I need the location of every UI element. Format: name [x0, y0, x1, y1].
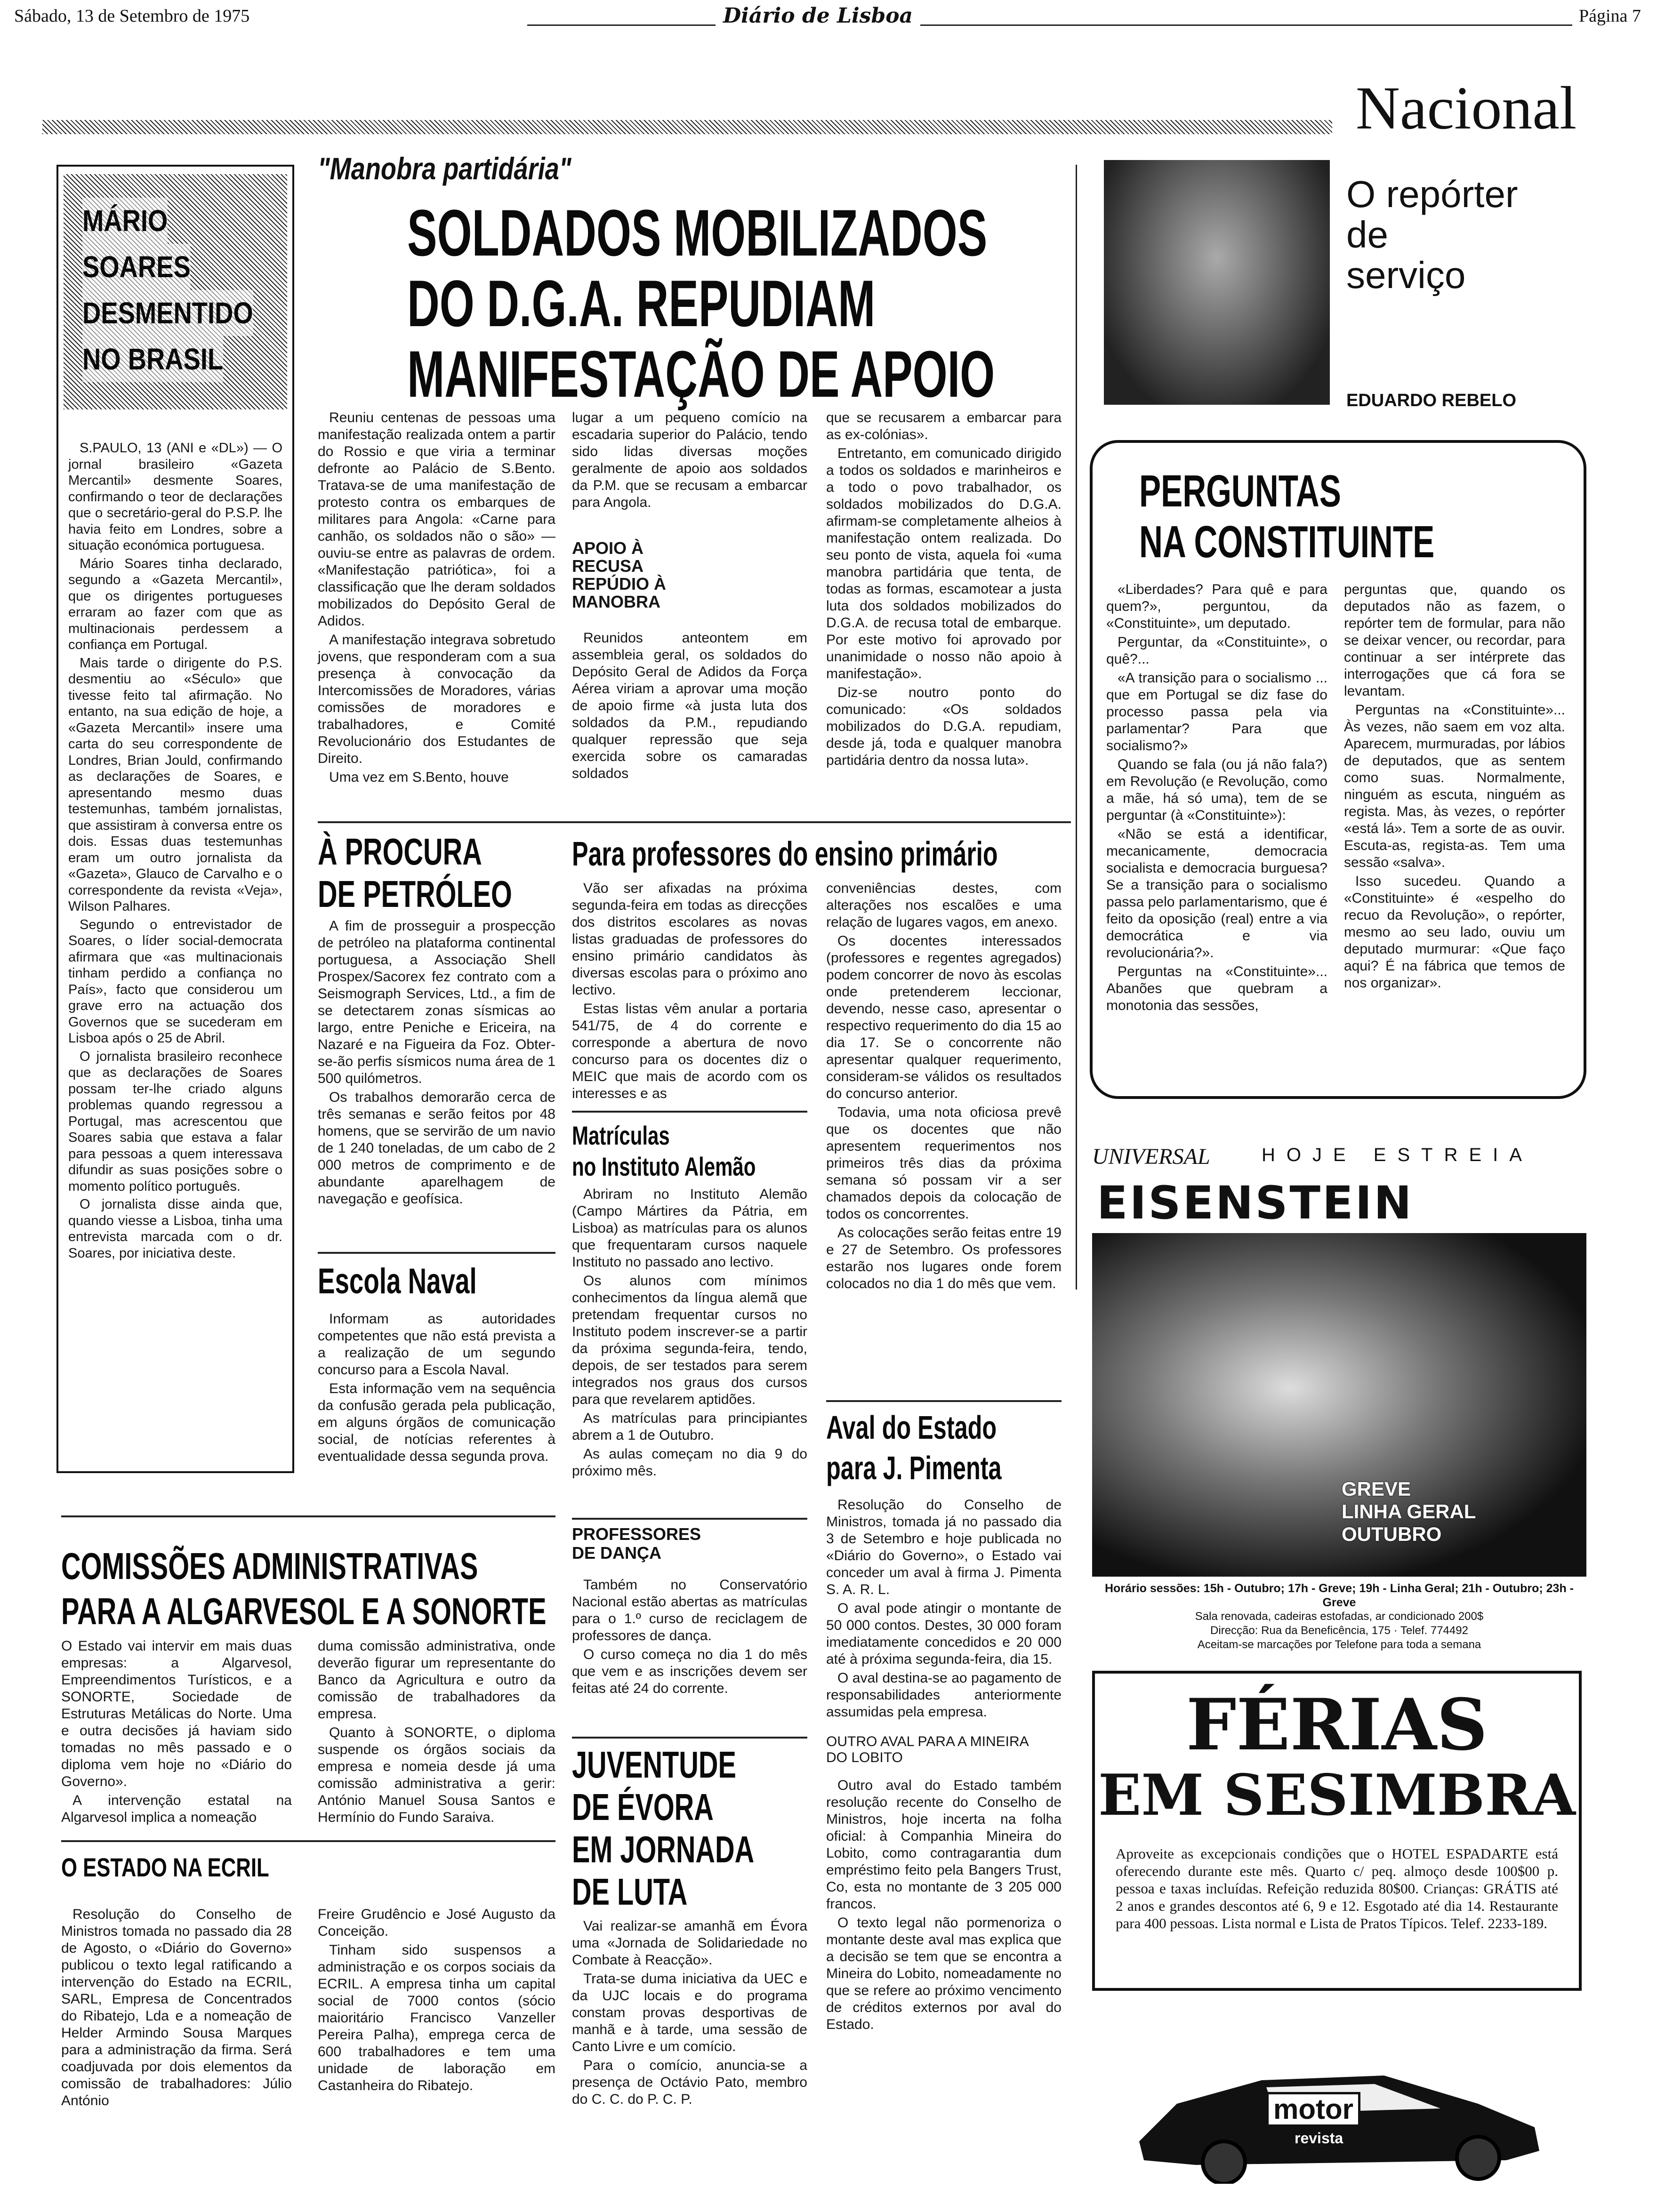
section-title: Nacional [1356, 74, 1577, 142]
perguntas-paragraph: Quando se fala (ou já não fala?) em Revolução (e Revolução, como a mãe, há só uma), tem de se perguntar (à «Constituinte»): [1106, 757, 1327, 823]
escola-body [318, 1311, 555, 1467]
professores-paragraph: Todavia, uma nota oficiosa prevê que os docentes que não apresentem requerimentos nos primeiros três dias da próxima semana só possam vir a ser chamados depois da colocação de todos os concorrentes. [826, 1105, 1062, 1222]
cinema-film-title: EISENSTEIN [1097, 1177, 1414, 1229]
soldados-paragraph: Reunidos anteontem em assembleia geral, os soldados do Depósito Geral de Adidos da Força Aérea viriam a aprovar uma moção de apoio firme «à justa luta dos soldados da P.M., repudiando qualquer repressão que seja exercida sobre os camaradas soldados [572, 630, 807, 781]
comissoes-paragraph: A intervenção estatal na Algarvesol implica a nomeação [61, 1793, 292, 1825]
ferias-body: Aproveite as excepcionais condições que o HOTEL ESPADARTE está oferecendo durante este mês. Quarto c/ peq. almoço desde 100$00 p. pessoa e taxas incluídas. Refeição reduzida 80$00. Crianças: GRÁTIS até 2 anos e grandes descontos até 6, 9 e 12. Esgotado até dia 14. Restaurante para 400 pessoas. Lista normal e Lista de Pratos Típicos. Telef. 2233-189. [1116, 1845, 1558, 1931]
soares-headline-line: DESMENTIDO [82, 290, 253, 336]
reporter-photo [1104, 160, 1330, 405]
ecril-col2 [318, 1906, 555, 2096]
ferias-headline-line: EM SESIMBRA [1098, 1762, 1576, 1828]
soares-headline [82, 198, 285, 382]
juventude-body [572, 1918, 807, 2110]
matriculas-paragraph: As matrículas para principiantes abrem a 1 de Outubro. [572, 1411, 807, 1443]
soares-body [68, 440, 282, 1263]
aval-paragraph: O aval pode atingir o montante de 50 000 contos. Destes, 30 000 foram imediatamente concedidos e 20 000 até à próxima segunda-feira, dia 15. [826, 1601, 1062, 1667]
matriculas-headline [572, 1120, 817, 1182]
perguntas-paragraph: «A transição para o socialismo ... que em Portugal se diz fase do processo passa pela via parlamentar? Para que socialismo?» [1106, 670, 1327, 753]
ferias-headline-line: FÉRIAS [1186, 1683, 1488, 1766]
cinema-poster-photo [1092, 1233, 1586, 1577]
perguntas-paragraph: Perguntar, da «Constituinte», o quê?... [1106, 634, 1327, 667]
comissoes-paragraph: Quanto à SONORTE, o diploma suspende os órgãos sociais da empresa e nomeia desde já uma comissão administrativa a gerir: António Manuel Sousa Santos e Hermínio do Fundo Saraiva. [318, 1725, 555, 1825]
reporter-byline: EDUARDO REBELO [1346, 391, 1517, 410]
reporter-title-line: de [1346, 214, 1388, 256]
soldados-headline-line: MANIFESTAÇÃO DE APOIO [407, 337, 995, 411]
soares-paragraph: Mais tarde o dirigente do P.S. desmentiu ao «Século» que tivesse feito tal afirmação. No entanto, na sua edição de hoje, a «Gazeta Mercantil» insere uma carta do seu correspondente de Londres, Brian Jould, confirmando as declarações de Soares, e apresentando mesmo duas testemunhas, também jornalistas, que assistiram à conversa entre os dois. Essas duas testemunhas eram um outro jornalista da «Gazeta», Glauco de Carvalho e o correspondente da revista «Veja», Wilson Palhares. [68, 655, 282, 914]
petroleo-paragraph: A fim de prosseguir a prospecção de petróleo na plataforma continental portuguesa, a Associação Shell Prospex/Sacorex fez contrato com a Seismograph Services, Ltd., a fim de se detectarem zonas sísmicas ao largo, entre Peniche e Ericeira, na Nazaré e na Figueira da Foz. Obter-se-ão perfis sísmicos numa área de 1 500 quilómetros. [318, 918, 555, 1086]
danca-headline: PROFESSORES DE DANÇA [572, 1524, 701, 1563]
perguntas-headline-line: PERGUNTAS [1139, 466, 1341, 516]
section-rule [572, 1737, 807, 1739]
comissoes-headline-line: PARA A ALGARVESOL E A SONORTE [61, 1590, 547, 1632]
section-rule [61, 1840, 555, 1842]
aval-paragraph: O texto legal não pormenoriza o montante deste aval mas explica que a decisão se tem que se encontra a Mineira do Lobito, nomeadamente no que se refere ao próximo vencimento de créditos externos por aval do Estado. [826, 1915, 1062, 2032]
soares-paragraph: Mário Soares tinha declarado, segundo a «Gazeta Mercantil», que os dirigentes portugueses erraram ao fazer com que as multinacionais perdessem a confiança em Portugal. [68, 556, 282, 652]
comissoes-headline-line: COMISSÕES ADMINISTRATIVAS [61, 1545, 478, 1587]
reporter-title [1346, 174, 1518, 296]
section-rule [61, 1515, 555, 1517]
matriculas-paragraph: Abriram no Instituto Alemão (Campo Mártires da Pátria, em Lisboa) as matrículas para os alunos que frequentaram cursos naquele Instituto no passado ano lectivo. [572, 1186, 807, 1270]
aval-headline [826, 1407, 1070, 1488]
cinema-info-line: Sala renovada, cadeiras estofadas, ar condicionado 200$ [1195, 1610, 1484, 1623]
petroleo-headline-line: DE PETRÓLEO [318, 873, 512, 915]
reporter-title-line: serviço [1346, 254, 1466, 296]
perguntas-paragraph: Perguntas na «Constituinte»... Às vezes, não saem em voz alta. Aparecem, murmuradas, por lábios de deputados, que as sentem como suas. Normalmente, ninguém as escuta, ninguém as regista. Mas, às vezes, o repórter «está lá». Tem a sorte de as ouvir. Escuta-as, regista-as. Tem uma sessão «salva». [1344, 702, 1565, 870]
section-rule [572, 1518, 807, 1520]
soldados-paragraph: lugar a um pequeno comício na escadaria superior do Palácio, tendo sido lidas diversas moções geralmente de apoio aos soldados da P.M. que se recusam a embarcar para Angola. [572, 410, 807, 510]
juventude-headline-line: DE ÉVORA [572, 1786, 714, 1828]
soldados-paragraph: Uma vez em S.Bento, houve [329, 769, 509, 785]
masthead-page-number: Página 7 [1572, 6, 1641, 26]
soldados-subhead: APOIO À RECUSA REPÚDIO À MANOBRA [572, 538, 667, 611]
professores-col1 [572, 880, 807, 1104]
comissoes-paragraph: duma comissão administrativa, onde deverão figurar um representante do Banco da Agricultura e outro da comissão de trabalhadores da empresa. [318, 1638, 555, 1722]
perguntas-paragraph: Perguntas na «Constituinte»... Abanões que quebram a monotonia das sessões, [1106, 964, 1327, 1013]
juventude-headline [572, 1744, 825, 1913]
aval-subhead: OUTRO AVAL PARA A MINEIRA DO LOBITO [826, 1734, 1029, 1765]
aval-headline-line: para J. Pimenta [826, 1450, 1002, 1486]
aval-headline-line: Aval do Estado [826, 1409, 997, 1446]
section-rule [572, 1111, 807, 1113]
motor-brand: motor [1266, 2092, 1360, 2127]
section-rule [826, 1400, 1062, 1402]
matriculas-paragraph: As aulas começam no dia 9 do próximo mês. [572, 1446, 807, 1479]
soldados-paragraph: Reuniu centenas de pessoas uma manifestação realizada ontem a partir do Rossio e que viria a terminar defronte ao Palácio de S.Bento. Tratava-se de uma manifestação de protesto contra os embarques de militares para Angola: «Carne para canhão, os soldados não o são» — ouviu-se entre as palavras de ordem. «Manifestação patriótica», foi a classificação que lhe deram soldados mobilizados do Depósito Geral de Adidos. [318, 410, 555, 629]
juventude-paragraph: Vai realizar-se amanhã em Évora uma «Jornada de Solidariedade no Combate à Reacção». [572, 1918, 807, 1968]
professores-headline: Para professores do ensino primário [572, 835, 998, 873]
comissoes-paragraph: O Estado vai intervir em mais duas empresas: a Algarvesol, Empreendimentos Turísticos, e a SONORTE, Sociedade de Estruturas Metálicas do Norte. Uma e outra decisões já haviam sido tomadas no mês passado e o diploma vem hoje no «Diário do Governo». [61, 1638, 292, 1789]
section-rule [318, 1252, 555, 1254]
professores-paragraph: Estas listas vêm anular a portaria 541/75, de 4 do corrente e corresponde a abertura de novo concurso para os docentes diz o MEIC que mais de acordo com os interesses e as [572, 1001, 807, 1101]
section-hatch-band [42, 120, 1332, 134]
professores-paragraph: As colocações serão feitas entre 19 e 27 de Setembro. Os professores estarão nos lugares onde forem colocados no dia 1 do mês que vem. [826, 1225, 1062, 1291]
petroleo-headline [318, 831, 587, 915]
soldados-headline-line: DO D.G.A. REPUDIAM [407, 266, 876, 340]
cinema-info-line: Direcção: Rua da Beneficência, 175 · Telef. 774492 [1210, 1624, 1468, 1637]
soares-headline-line: SOARES [82, 244, 191, 290]
masthead-date: Sábado, 13 de Setembro de 1975 [14, 6, 250, 26]
soares-paragraph: O jornalista disse ainda que, quando viesse a Lisboa, tinha uma entrevista marcada com o dr. Soares, por iniciativa deste. [68, 1197, 282, 1261]
juventude-paragraph: Trata-se duma iniciativa da UEC e da UJC locais e do programa constam provas desportivas de manhã e à tarde, uma sessão de Canto Livre e um comício. [572, 1971, 807, 2054]
soares-headline-line: NO BRASIL [82, 336, 223, 382]
cinema-info-line: Aceitam-se marcações por Telefone para toda a semana [1197, 1638, 1481, 1651]
soldados-headline-line: SOLDADOS MOBILIZADOS [407, 196, 988, 270]
matriculas-headline-line: Matrículas [572, 1121, 670, 1150]
perguntas-col1 [1106, 581, 1327, 1016]
escola-paragraph: Informam as autoridades competentes que não está prevista a a realização de um segundo concurso para a Escola Naval. [318, 1311, 555, 1378]
cinema-info [1092, 1581, 1586, 1652]
aval-paragraph: O aval destina-se ao pagamento de responsabilidades anteriormente assumidas pela empresa. [826, 1670, 1062, 1720]
soares-paragraph: Segundo o entrevistador de Soares, o líder social-democrata afirmara que «as multinacionais tinham perdido a confiança no País», facto que considerou um grave erro na actuação dos Governos que se sucederam em Lisboa após o 25 de Abril. [68, 917, 282, 1046]
petroleo-body [318, 918, 555, 1210]
perguntas-col2 [1344, 581, 1565, 994]
comissoes-col2 [318, 1638, 555, 1828]
soares-paragraph: O jornalista brasileiro reconhece que as declarações de Soares possam ter-lhe criado alguns problemas quando regressou a Portugal, mas acrescentou que Soares sabia que estava a falar para pessoas a quem interessava difundir as suas posições sobre o momento político português. [68, 1049, 282, 1194]
soldados-paragraph: Diz-se noutro ponto do comunicado: «Os soldados mobilizados do D.G.A. repudiam, desde já, toda e qualquer manobra partidária dentro da nossa luta». [826, 685, 1062, 768]
petroleo-paragraph: Os trabalhos demorarão cerca de três semanas e serão feitos por 48 homens, que se servirão de um navio de 1 240 toneladas, de um cabo de 2 000 metros de comprimento e de abundante aparelhagem de navegação e geofísica. [318, 1090, 555, 1207]
juventude-headline-line: JUVENTUDE [572, 1744, 736, 1786]
juventude-paragraph: Para o comício, anuncia-se a presença de Octávio Pato, membro do C. C. do P. C. P. [572, 2058, 807, 2107]
perguntas-paragraph: «Liberdades? Para quê e para quem?», perguntou, da «Constituinte», um deputado. [1106, 582, 1327, 631]
ecril-paragraph: Resolução do Conselho de Ministros tomada no passado dia 28 de Agosto, o «Diário do Governo» publicou o texto legal ratificando a intervenção do Estado na ECRIL, SARL, Empresa de Concentrados do Ribatejo, Lda e a nomeação de Helder Armindo Sousa Marques para a administração da firma. Será coadjuvada por dois elementos da comissão de trabalhadores: Júlio António [61, 1907, 292, 2108]
cinema-overlay-line: LINHA GERAL [1342, 1500, 1476, 1523]
soldados-kicker: "Manobra partidária" [318, 151, 571, 186]
petroleo-headline-line: À PROCURA [318, 831, 482, 873]
cinema-overlay-line: GREVE [1342, 1478, 1411, 1500]
juventude-headline-line: DE LUTA [572, 1871, 688, 1913]
ecril-paragraph: Freire Grudêncio e José Augusto da Conceição. [318, 1907, 555, 1939]
cinema-venue: UNIVERSAL [1092, 1144, 1210, 1169]
soldados-col2 [572, 409, 807, 784]
soldados-col3 [826, 409, 1062, 771]
professores-paragraph: Vão ser afixadas na próxima segunda-feira em todas as direcções dos distritos escolares as novas listas graduadas de professores do ensino primário candidatos às diversas escolas para o próximo ano lectivo. [572, 881, 807, 998]
ecril-headline: O ESTADO NA ECRIL [61, 1852, 269, 1882]
perguntas-paragraph: Isso sucedeu. Quando a «Constituinte» é «espelho do recuo da Revolução», o repórter, mesmo ao seu lado, ouviu um deputado murmurar: «Que faço aqui? É na fábrica que temos de nos organizar». [1344, 874, 1565, 991]
section-rule [318, 821, 1071, 823]
soldados-paragraph: A manifestação integrava sobretudo jovens, que responderam com a sua presença à convocação da Intercomissões de Moradores, várias comissões de moradores e trabalhadores, e Comité Revolucionário dos Estudantes de Direito. [318, 632, 555, 766]
juventude-headline-line: EM JORNADA [572, 1828, 755, 1870]
perguntas-paragraph: «Não se está a identificar, mecanicamente, democracia socialista e democracia burguesa? Se a transição para o socialismo passa pelo parlamentarismo, que é feito da oposição (real) entre a via democrática e via revolucionária?». [1106, 826, 1327, 961]
column-rule [1076, 165, 1077, 1290]
professores-col2 [826, 880, 1062, 1294]
escola-paragraph: Esta informação vem na sequência da confusão gerada pela publicação, em alguns órgãos de comunicação social, de notícias referentes à eventualidade dessa segunda prova. [318, 1381, 555, 1464]
danca-paragraph: O curso começa no dia 1 do mês que vem e as inscrições devem ser feitas até 24 do corrente. [572, 1647, 807, 1696]
matriculas-body [572, 1186, 807, 1482]
motor-sub: revista [1290, 2130, 1348, 2147]
comissoes-headline [61, 1544, 735, 1634]
perguntas-headline-line: NA CONSTITUINTE [1139, 517, 1435, 567]
professores-paragraph: conveniências destes, com alterações nos escalões e uma relação de lugares vagos, em anexo. [826, 881, 1062, 930]
cinema-overlay [1342, 1478, 1476, 1546]
soares-headline-line: MÁRIO [82, 198, 168, 244]
cinema-overlay-line: OUTUBRO [1342, 1523, 1442, 1545]
soldados-paragraph: Entretanto, em comunicado dirigido a todos os soldados e marinheiros e a todo o povo trabalhador, os soldados mobilizados do D.G.A. afirmam-se completamente alheios à manifestação ontem realizada. Do seu ponto de vista, aquela foi «uma manobra partidária que tenta, de todas as formas, escamotear a justa luta dos soldados mobilizados do D.G.A. de recusa total de embarque. Por este motivo foi aprovado por unanimidade o nosso não apoio à manifestação». [826, 446, 1062, 681]
ferias-headline [1092, 1683, 1582, 1828]
soldados-paragraph: que se recusarem a embarcar para as ex-colónias». [826, 410, 1062, 442]
danca-paragraph: Também no Conservatório Nacional estão abertas as matrículas para o 1.º curso de reciclagem de professores de dança. [572, 1577, 807, 1643]
cinema-info-line: Horário sessões: 15h - Outubro; 17h - Greve; 19h - Linha Geral; 21h - Outubro; 23h - Greve [1104, 1582, 1574, 1609]
ecril-paragraph: Tinham sido suspensos a administração e os corpos sociais da ECRIL. A empresa tinha um capital social de 7000 contos (sócio maioritário Francisco Vanzeller Pereira Palha), emprega cerca de 600 trabalhadores e tem uma unidade de laboração em Castanheira do Ribatejo. [318, 1942, 555, 2093]
comissoes-col1 [61, 1638, 292, 1828]
aval-paragraph: Outro aval do Estado também resolução recente do Conselho de Ministros, hoje incerta na folha oficial: à Companhia Mineira do Lobito, como contragarantia dum empréstimo feito pela Bangers Trust, Co, esta no montante de 3 205 000 francos. [826, 1778, 1062, 1912]
soldados-col1 [318, 409, 555, 788]
perguntas-paragraph: perguntas que, quando os deputados não as fazem, o repórter tem de formular, para não se deixar vencer, ou recordar, para continuar a ser intérprete das interrogações que cá fora se levantam. [1344, 582, 1565, 699]
aval-body [826, 1497, 1062, 2035]
perguntas-headline [1139, 466, 1549, 568]
masthead-paper-name: Diário de Lisboa [716, 4, 920, 28]
escola-headline: Escola Naval [318, 1261, 477, 1301]
aval-paragraph: Resolução do Conselho de Ministros, tomada já no passado dia 3 de Setembro e hoje publicada no «Diário do Governo», o Estado vai conceder um aval à firma J. Pimenta S. A. R. L. [826, 1497, 1062, 1597]
masthead-rule [527, 24, 1582, 26]
matriculas-headline-line: no Instituto Alemão [572, 1152, 756, 1181]
reporter-title-line: O repórter [1346, 173, 1518, 215]
cinema-tagline: HOJE ESTREIA [1262, 1145, 1533, 1165]
professores-paragraph: Os docentes interessados (professores e regentes agregados) podem concorrer de novo às escolas onde pretenderem leccionar, devendo, nesse caso, apresentar o respectivo requerimento do dia 15 ao dia 17. Se o concorrente não apresentar qualquer requerimento, consideram-se válidos os resultados do concurso anterior. [826, 933, 1062, 1101]
matriculas-paragraph: Os alunos com mínimos conhecimentos da língua alemã que pretendam frequentar cursos no Instituto podem inscrever-se a partir da próxima segunda-feira, tendo, depois, de ser testados para serem integrados nos graus dos cursos para que revelarem aptidões. [572, 1273, 807, 1407]
soares-paragraph: S.PAULO, 13 (ANI e «DL») — O jornal brasileiro «Gazeta Mercantil» desmente Soares, confirmando o teor de declarações que o secretário-geral do P.S.P. lhe havia feito em Londres, sobre a situação económica portuguesa. [68, 441, 282, 553]
ecril-col1 [61, 1906, 292, 2111]
